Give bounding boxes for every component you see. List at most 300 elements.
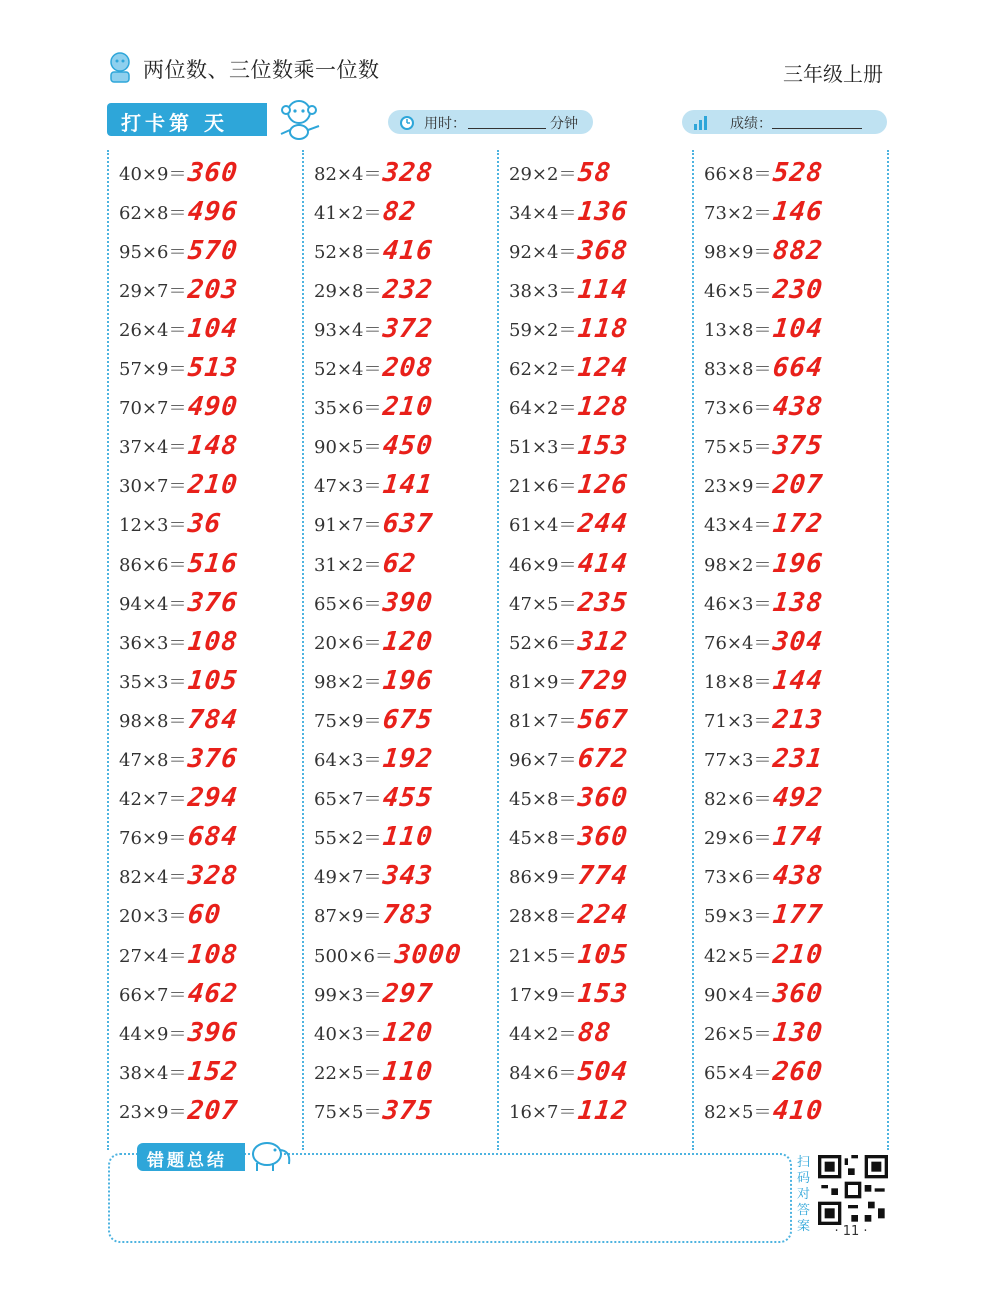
problem-row (509, 270, 628, 309)
problem-expression: 66×8＝ (704, 163, 772, 185)
problem-row (704, 192, 823, 231)
problem-expression: 76×4＝ (704, 632, 772, 654)
handwritten-answer[interactable]: 120 (381, 626, 435, 657)
problem-expression: 64×2＝ (509, 398, 577, 420)
handwritten-answer[interactable]: 210 (381, 392, 435, 423)
problem-row (509, 388, 628, 427)
handwritten-answer[interactable]: 244 (576, 509, 630, 540)
time-label: 用时： (424, 116, 466, 132)
mascot-logo-icon (105, 50, 135, 84)
handwritten-answer[interactable]: 882 (771, 235, 825, 266)
problem-expression: 27×4＝ (119, 945, 187, 967)
problem-expression: 28×8＝ (509, 906, 577, 928)
problem-row (314, 309, 433, 348)
problem-row (509, 309, 628, 348)
problem-row (509, 153, 612, 192)
handwritten-answer[interactable]: 192 (381, 744, 435, 774)
problem-row (704, 857, 823, 896)
handwritten-answer[interactable]: 210 (771, 939, 825, 970)
handwritten-answer[interactable]: 174 (771, 822, 825, 853)
checkin-banner (107, 103, 267, 136)
handwritten-answer[interactable]: 390 (381, 587, 435, 618)
handwritten-answer[interactable]: 231 (771, 744, 825, 774)
problem-expression: 82×6＝ (704, 789, 772, 811)
problem-row (314, 974, 433, 1013)
problem-row (509, 192, 628, 231)
qr-code-icon[interactable] (818, 1155, 888, 1225)
problem-row (314, 818, 433, 857)
handwritten-answer[interactable]: 328 (381, 157, 435, 188)
problem-expression: 91×7＝ (314, 515, 382, 537)
handwritten-answer[interactable]: 516 (186, 548, 240, 579)
problem-row (119, 192, 238, 231)
problem-row (119, 505, 222, 544)
problem-expression: 45×8＝ (509, 789, 577, 811)
problem-expression: 47×5＝ (509, 593, 577, 615)
handwritten-answer[interactable]: 128 (576, 392, 630, 423)
problem-expression: 37×4＝ (119, 437, 187, 459)
handwritten-answer[interactable]: 112 (576, 1095, 630, 1126)
handwritten-answer[interactable]: 177 (771, 900, 825, 931)
handwritten-answer[interactable]: 105 (186, 665, 240, 696)
handwritten-answer[interactable]: 130 (771, 1017, 825, 1048)
problem-expression: 87×9＝ (314, 906, 382, 928)
handwritten-answer[interactable]: 312 (576, 626, 630, 657)
handwritten-answer[interactable]: 232 (381, 274, 435, 305)
handwritten-answer[interactable]: 343 (381, 861, 435, 892)
handwritten-answer[interactable]: 230 (771, 274, 825, 305)
problem-expression: 47×3＝ (314, 476, 382, 498)
problem-expression: 23×9＝ (704, 476, 772, 498)
problem-expression: 40×3＝ (314, 1023, 382, 1045)
problem-expression: 51×3＝ (509, 437, 577, 459)
problem-row (509, 349, 628, 388)
problem-row (119, 622, 238, 661)
problem-row (314, 1052, 433, 1091)
handwritten-answer[interactable]: 144 (771, 665, 825, 696)
problem-expression: 59×3＝ (704, 906, 772, 928)
problem-row (119, 740, 238, 779)
problem-row (314, 270, 433, 309)
handwritten-answer[interactable]: 496 (186, 196, 240, 227)
problem-row (119, 270, 238, 309)
handwritten-answer[interactable]: 450 (381, 431, 435, 462)
problem-expression: 43×4＝ (704, 515, 772, 537)
problem-row (704, 896, 823, 935)
problem-row (509, 661, 628, 700)
problem-expression: 47×8＝ (119, 750, 187, 771)
problem-expression: 26×5＝ (704, 1023, 772, 1045)
problem-row (704, 935, 823, 974)
handwritten-answer[interactable]: 172 (771, 509, 825, 540)
handwritten-answer[interactable]: 375 (381, 1095, 435, 1126)
handwritten-answer[interactable]: 36 (186, 509, 224, 540)
grade-label: 三年级上册 (783, 62, 883, 86)
problem-row (704, 544, 823, 583)
problem-row (704, 779, 823, 818)
problem-expression: 66×7＝ (119, 984, 187, 1006)
handwritten-answer[interactable]: 58 (576, 157, 614, 188)
problem-expression: 55×2＝ (314, 828, 382, 850)
problem-expression: 17×9＝ (509, 984, 577, 1006)
problem-expression: 75×9＝ (314, 710, 382, 732)
problem-expression: 64×3＝ (314, 750, 382, 771)
handwritten-answer[interactable]: 567 (576, 704, 630, 735)
handwritten-answer[interactable]: 376 (186, 587, 240, 618)
handwritten-answer[interactable]: 235 (576, 587, 630, 618)
problem-expression: 76×9＝ (119, 828, 187, 850)
qr-hint: 扫 码 对 答 案 (797, 1155, 811, 1234)
handwritten-answer[interactable]: 672 (576, 744, 630, 774)
problem-row (119, 583, 238, 622)
problem-row (509, 466, 628, 505)
monkey-icon (275, 96, 325, 142)
problem-expression: 98×9＝ (704, 241, 772, 263)
handwritten-answer[interactable]: 528 (771, 157, 825, 188)
handwritten-answer[interactable]: 570 (186, 235, 240, 266)
mistakes-tab (137, 1143, 245, 1171)
problem-row (704, 583, 823, 622)
problem-row (119, 231, 238, 270)
handwritten-answer[interactable]: 492 (771, 783, 825, 814)
handwritten-answer[interactable]: 138 (771, 587, 825, 618)
column-divider (692, 150, 694, 1150)
handwritten-answer[interactable]: 414 (576, 548, 630, 579)
problem-expression: 62×8＝ (119, 202, 187, 224)
problem-row (119, 349, 238, 388)
problem-expression: 35×6＝ (314, 398, 382, 420)
handwritten-answer[interactable]: 124 (576, 353, 630, 383)
problem-row (314, 700, 433, 739)
time-blank[interactable] (468, 128, 546, 129)
handwritten-answer[interactable]: 207 (186, 1095, 240, 1126)
problem-expression: 26×4＝ (119, 319, 187, 341)
problem-expression: 95×6＝ (119, 241, 187, 263)
handwritten-answer[interactable]: 416 (381, 235, 435, 266)
problem-row (509, 231, 628, 270)
problem-row (704, 700, 823, 739)
problem-row (509, 427, 628, 466)
column-divider (107, 150, 109, 1150)
handwritten-answer[interactable]: 664 (771, 353, 825, 383)
problem-expression: 30×7＝ (119, 476, 187, 498)
handwritten-answer[interactable]: 114 (576, 274, 630, 305)
problem-expression: 82×4＝ (314, 163, 382, 185)
elephant-icon (247, 1136, 295, 1174)
problem-row (314, 192, 417, 231)
problem-row (704, 740, 823, 779)
problem-expression: 99×3＝ (314, 984, 382, 1006)
problem-row (704, 1052, 823, 1091)
alarm-clock-icon (398, 113, 416, 131)
handwritten-answer[interactable]: 203 (186, 274, 240, 305)
handwritten-answer[interactable]: 196 (771, 548, 825, 579)
problem-expression: 71×3＝ (704, 710, 772, 732)
handwritten-answer[interactable]: 462 (186, 978, 240, 1009)
problem-row (704, 231, 823, 270)
problem-expression: 98×2＝ (314, 671, 382, 693)
handwritten-answer[interactable]: 196 (381, 665, 435, 696)
problem-expression: 61×4＝ (509, 515, 577, 537)
problem-row (704, 1091, 823, 1130)
handwritten-answer[interactable]: 455 (381, 783, 435, 814)
problem-row (119, 427, 238, 466)
problem-expression: 59×2＝ (509, 319, 577, 341)
problem-expression: 73×6＝ (704, 867, 772, 889)
problem-expression: 90×4＝ (704, 984, 772, 1006)
problem-expression: 36×3＝ (119, 632, 187, 654)
unit-title: 两位数、三位数乘一位数 (143, 58, 380, 82)
problem-expression: 75×5＝ (314, 1101, 382, 1123)
problem-expression: 41×2＝ (314, 202, 382, 224)
handwritten-answer[interactable]: 153 (576, 978, 630, 1009)
handwritten-answer[interactable]: 104 (186, 313, 240, 344)
handwritten-answer[interactable]: 438 (771, 392, 825, 423)
problem-row (704, 427, 823, 466)
problem-expression: 22×5＝ (314, 1062, 382, 1084)
problem-column (302, 150, 497, 1150)
handwritten-answer[interactable]: 637 (381, 509, 435, 540)
score-field (682, 110, 887, 134)
problem-expression: 42×7＝ (119, 789, 187, 811)
problem-expression: 96×7＝ (509, 750, 577, 771)
problem-expression: 86×9＝ (509, 867, 577, 889)
problem-column (497, 150, 692, 1150)
handwritten-answer[interactable]: 213 (771, 704, 825, 735)
problem-expression: 20×6＝ (314, 632, 382, 654)
problem-row (314, 935, 462, 974)
problem-row (704, 153, 823, 192)
problem-row (119, 466, 238, 505)
handwritten-answer[interactable]: 376 (186, 744, 240, 774)
problem-expression: 13×8＝ (704, 319, 772, 341)
handwritten-answer[interactable]: 146 (771, 196, 825, 227)
problem-expression: 29×7＝ (119, 280, 187, 302)
handwritten-answer[interactable]: 360 (186, 157, 240, 188)
checkin-label: 打卡第 天 (121, 111, 228, 135)
problem-row (509, 544, 628, 583)
handwritten-answer[interactable]: 438 (771, 861, 825, 892)
problem-expression: 45×8＝ (509, 828, 577, 850)
handwritten-answer[interactable]: 120 (381, 1017, 435, 1048)
problem-expression: 35×3＝ (119, 671, 187, 693)
problem-expression: 83×8＝ (704, 359, 772, 380)
problem-column (692, 150, 887, 1150)
problem-row (704, 661, 823, 700)
problem-row (119, 896, 222, 935)
problem-row (509, 622, 628, 661)
problem-expression: 65×7＝ (314, 789, 382, 811)
problem-row (119, 544, 238, 583)
handwritten-answer[interactable]: 210 (186, 470, 240, 501)
score-blank[interactable] (772, 128, 862, 129)
handwritten-answer[interactable]: 784 (186, 704, 240, 735)
problem-row (314, 661, 433, 700)
problem-expression: 81×9＝ (509, 671, 577, 693)
time-unit: 分钟 (550, 116, 578, 132)
handwritten-answer[interactable]: 207 (771, 470, 825, 501)
problem-row (314, 740, 433, 779)
problem-expression: 46×9＝ (509, 554, 577, 576)
problem-row (704, 270, 823, 309)
problem-row (509, 818, 628, 857)
handwritten-answer[interactable]: 328 (186, 861, 240, 892)
handwritten-answer[interactable]: 360 (576, 822, 630, 853)
problem-row (509, 1052, 628, 1091)
handwritten-answer[interactable]: 513 (186, 353, 240, 383)
column-divider (887, 150, 889, 1150)
handwritten-answer[interactable]: 294 (186, 783, 240, 814)
problem-expression: 84×6＝ (509, 1062, 577, 1084)
problem-expression: 23×9＝ (119, 1101, 187, 1123)
problem-row (509, 740, 628, 779)
problem-expression: 98×2＝ (704, 554, 772, 576)
problem-row (509, 857, 628, 896)
problem-expression: 20×3＝ (119, 906, 187, 928)
handwritten-answer[interactable]: 372 (381, 313, 435, 344)
handwritten-answer[interactable]: 141 (381, 470, 435, 501)
problem-expression: 92×4＝ (509, 241, 577, 263)
problem-expression: 62×2＝ (509, 359, 577, 380)
column-divider (302, 150, 304, 1150)
bar-chart-icon (692, 113, 710, 131)
problem-expression: 73×6＝ (704, 398, 772, 420)
handwritten-answer[interactable]: 118 (576, 313, 630, 344)
problem-expression: 38×4＝ (119, 1062, 187, 1084)
handwritten-answer[interactable]: 675 (381, 704, 435, 735)
handwritten-answer[interactable]: 396 (186, 1017, 240, 1048)
problem-row (509, 583, 628, 622)
handwritten-answer[interactable]: 260 (771, 1056, 825, 1087)
problem-row (119, 661, 238, 700)
problem-row (509, 896, 628, 935)
problem-expression: 77×3＝ (704, 750, 772, 771)
problem-expression: 70×7＝ (119, 398, 187, 420)
problem-expression: 18×8＝ (704, 671, 772, 693)
problem-row (509, 505, 628, 544)
problem-expression: 34×4＝ (509, 202, 577, 224)
problem-expression: 46×5＝ (704, 280, 772, 302)
problem-row (704, 818, 823, 857)
handwritten-answer[interactable]: 490 (186, 392, 240, 423)
handwritten-answer[interactable]: 368 (576, 235, 630, 266)
handwritten-answer[interactable]: 224 (576, 900, 630, 931)
handwritten-answer[interactable]: 105 (576, 939, 630, 970)
handwritten-answer[interactable]: 82 (381, 196, 419, 227)
problem-expression: 52×6＝ (509, 632, 577, 654)
time-field (388, 110, 593, 134)
problem-row (704, 974, 823, 1013)
handwritten-answer[interactable]: 153 (576, 431, 630, 462)
problem-expression: 44×2＝ (509, 1023, 577, 1045)
problem-row (119, 818, 238, 857)
problem-row (314, 896, 433, 935)
handwritten-answer[interactable]: 136 (576, 196, 630, 227)
problem-expression: 86×6＝ (119, 554, 187, 576)
problem-row (509, 1091, 628, 1130)
handwritten-answer[interactable]: 110 (381, 822, 435, 853)
problem-expression: 46×3＝ (704, 593, 772, 615)
problem-row (704, 388, 823, 427)
problem-expression: 49×7＝ (314, 867, 382, 889)
handwritten-answer[interactable]: 297 (381, 978, 435, 1009)
problem-expression: 42×5＝ (704, 945, 772, 967)
problem-row (314, 349, 433, 388)
problem-row (119, 309, 238, 348)
problem-expression: 31×2＝ (314, 554, 382, 576)
problem-row (704, 505, 823, 544)
problem-row (704, 466, 823, 505)
problem-expression: 44×9＝ (119, 1023, 187, 1045)
handwritten-answer[interactable]: 304 (771, 626, 825, 657)
problem-grid (107, 150, 889, 1150)
handwritten-answer[interactable]: 104 (771, 313, 825, 344)
problem-row (119, 935, 238, 974)
problem-row (314, 466, 433, 505)
problem-row (119, 1091, 238, 1130)
handwritten-answer[interactable]: 729 (576, 665, 630, 696)
handwritten-answer[interactable]: 774 (576, 861, 630, 892)
problem-row (119, 1013, 238, 1052)
handwritten-answer[interactable]: 410 (771, 1095, 825, 1126)
handwritten-answer[interactable]: 108 (186, 626, 240, 657)
problem-row (314, 544, 417, 583)
handwritten-answer[interactable]: 783 (381, 900, 435, 931)
handwritten-answer[interactable]: 108 (186, 939, 240, 970)
problem-row (314, 231, 433, 270)
handwritten-answer[interactable]: 110 (381, 1056, 435, 1087)
problem-row (119, 153, 238, 192)
problem-expression: 12×3＝ (119, 515, 187, 537)
page-header (105, 48, 895, 92)
problem-expression: 52×4＝ (314, 359, 382, 380)
problem-row (704, 309, 823, 348)
handwritten-answer[interactable]: 360 (771, 978, 825, 1009)
problem-expression: 93×4＝ (314, 319, 382, 341)
score-label: 成绩： (730, 116, 772, 132)
handwritten-answer[interactable]: 88 (576, 1017, 614, 1048)
problem-row (704, 1013, 823, 1052)
handwritten-answer[interactable]: 152 (186, 1056, 240, 1087)
problem-expression: 82×4＝ (119, 867, 187, 889)
problem-expression: 82×5＝ (704, 1101, 772, 1123)
handwritten-answer[interactable]: 60 (186, 900, 224, 931)
problem-expression: 500×6＝ (314, 945, 393, 967)
problem-row (509, 974, 628, 1013)
handwritten-answer[interactable]: 148 (186, 431, 240, 462)
handwritten-answer[interactable]: 360 (576, 783, 630, 814)
problem-expression: 52×8＝ (314, 241, 382, 263)
handwritten-answer[interactable]: 684 (186, 822, 240, 853)
problem-row (314, 153, 433, 192)
problem-row (509, 935, 628, 974)
handwritten-answer[interactable]: 208 (381, 353, 435, 383)
problem-row (314, 505, 433, 544)
problem-expression: 57×9＝ (119, 359, 187, 380)
problem-row (509, 779, 628, 818)
problem-row (314, 427, 433, 466)
problem-expression: 29×2＝ (509, 163, 577, 185)
problem-row (314, 1013, 433, 1052)
handwritten-answer[interactable]: 62 (381, 548, 419, 579)
handwritten-answer[interactable]: 3000 (393, 939, 464, 970)
handwritten-answer[interactable]: 126 (576, 470, 630, 501)
handwritten-answer[interactable]: 375 (771, 431, 825, 462)
problem-row (119, 388, 238, 427)
problem-row (314, 622, 433, 661)
problem-expression: 65×4＝ (704, 1062, 772, 1084)
handwritten-answer[interactable]: 504 (576, 1056, 630, 1087)
